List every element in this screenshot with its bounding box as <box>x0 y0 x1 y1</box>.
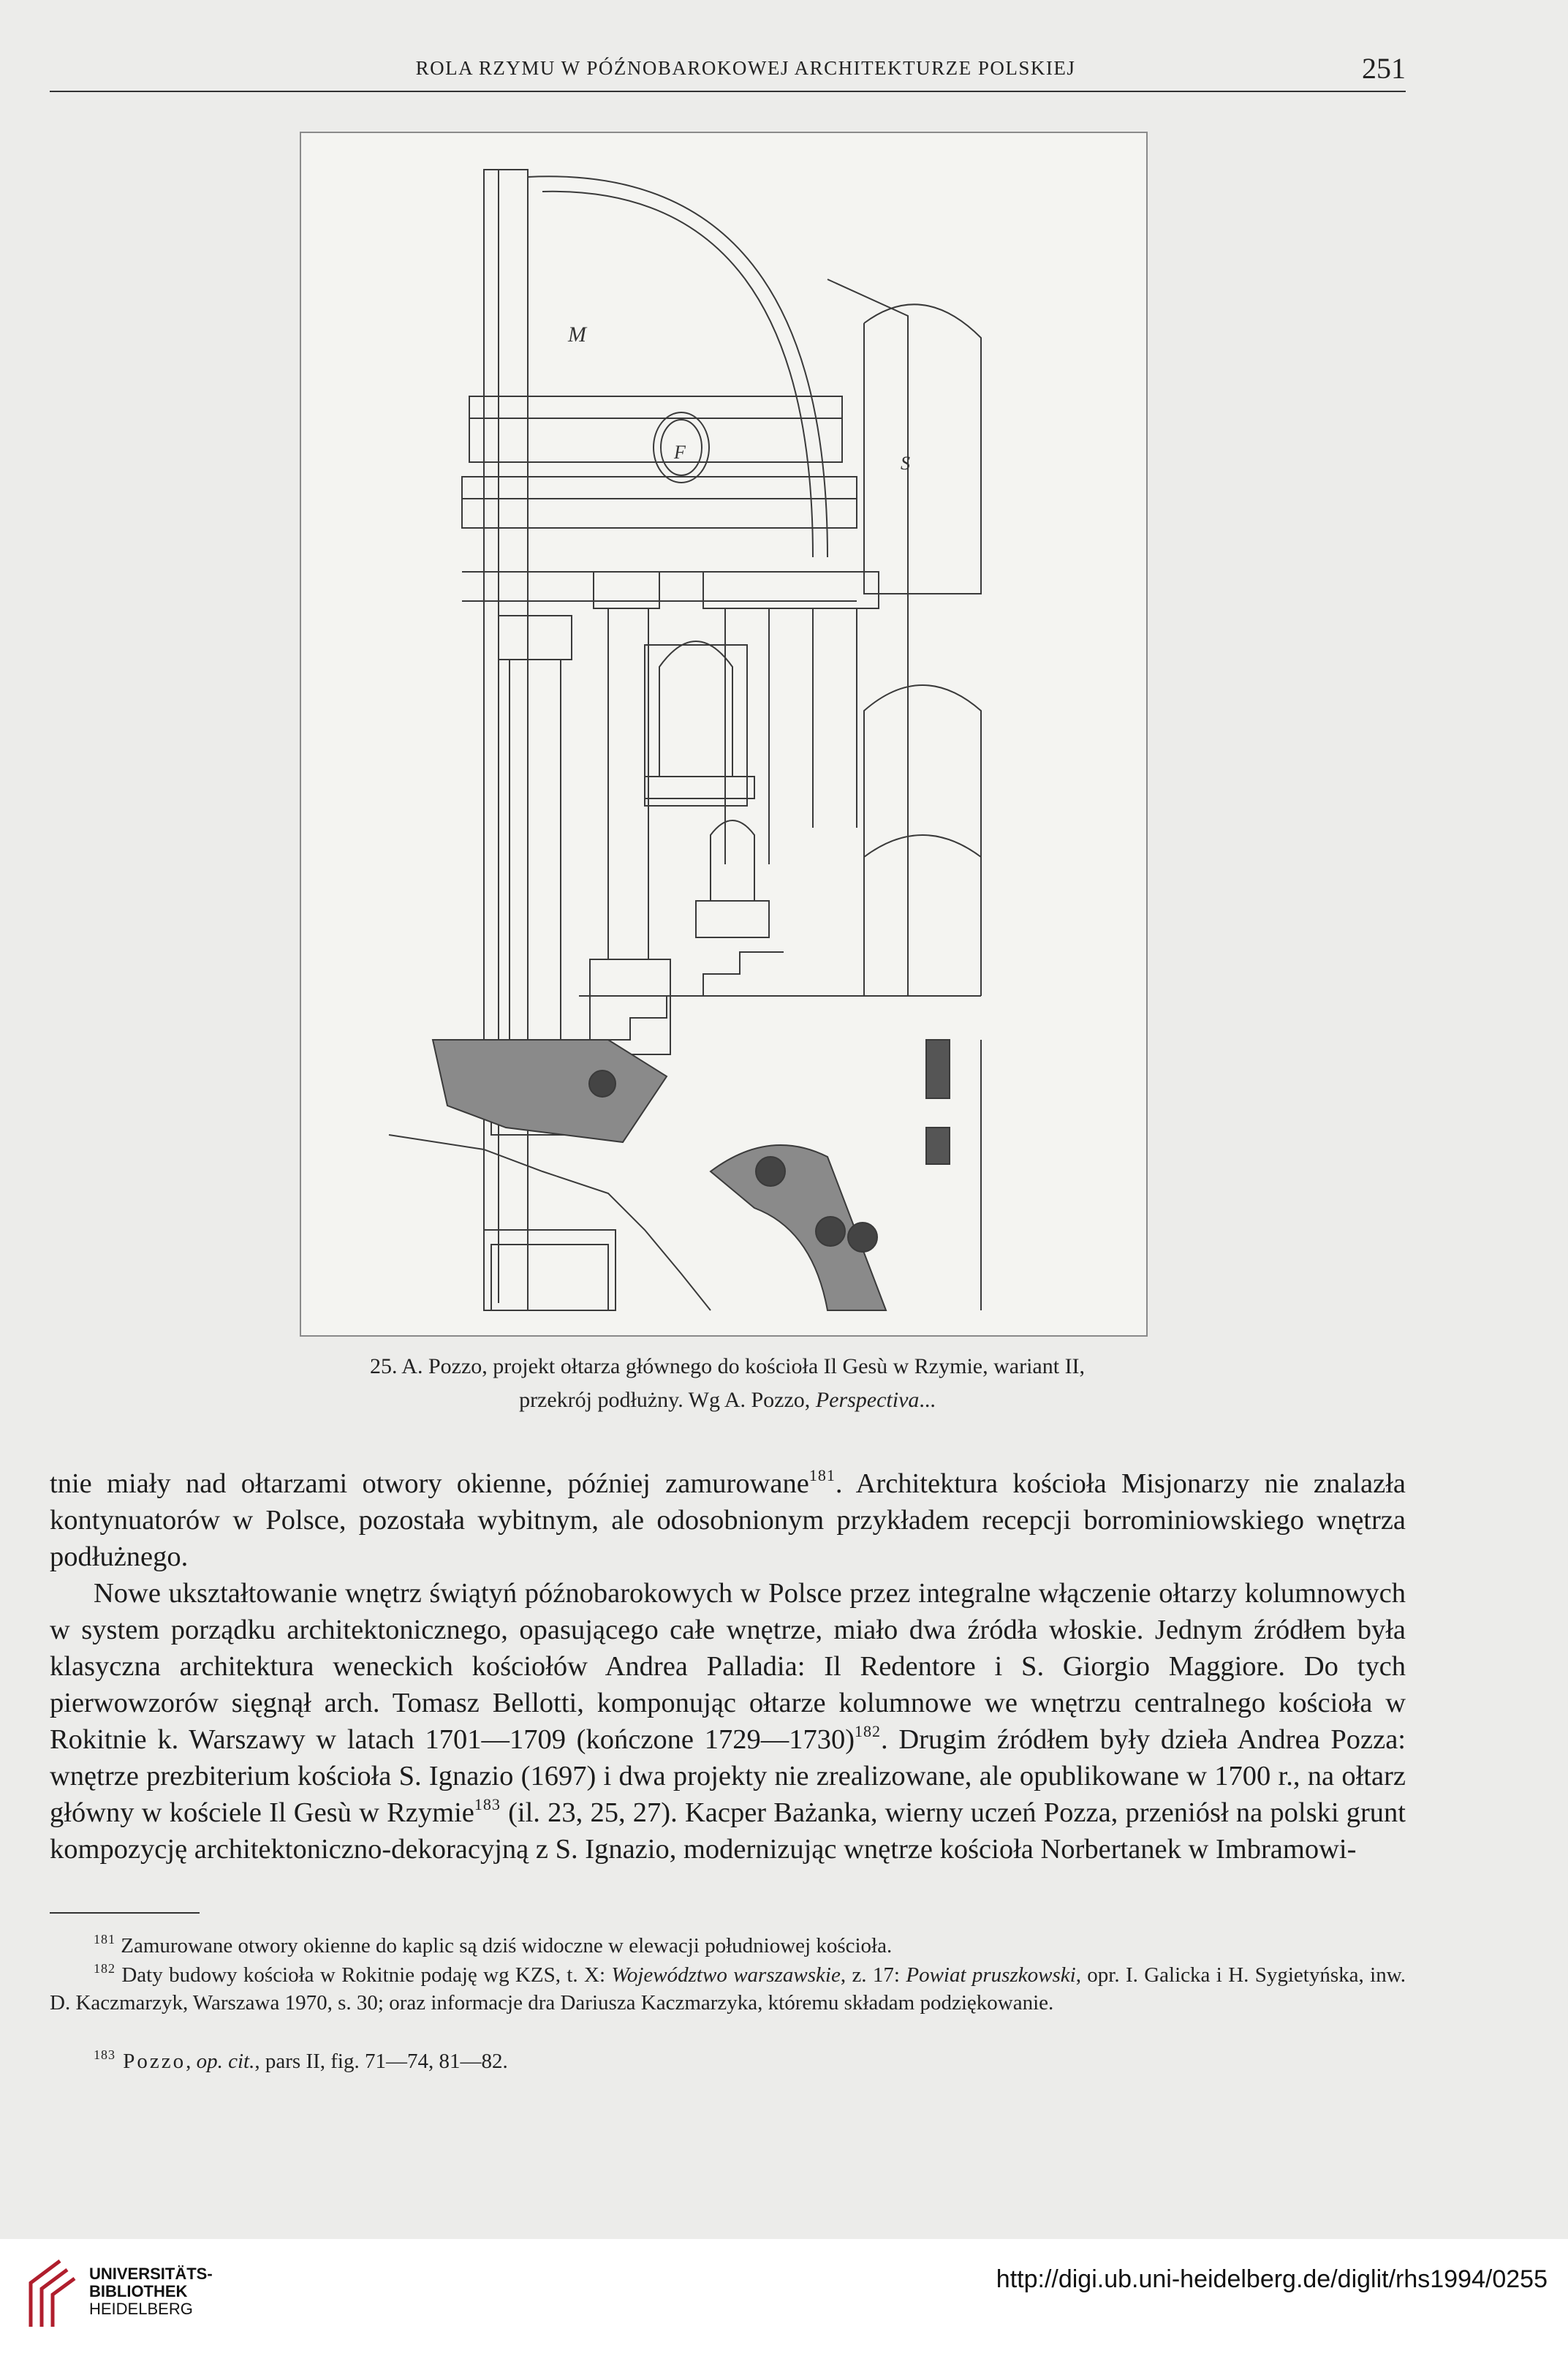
corinthian-capital-group <box>703 572 879 608</box>
label-m: M <box>568 322 586 347</box>
footnote-text: , opr. I. Galicka i H. Sygietyńska, inw. D. Kaczmarzyk, Warszawa 1970, s. 30; oraz informacje dra Dariusza Kaczmarzyka, któremu składam podziękowanie. <box>50 1963 1406 2015</box>
footnote-ref-181[interactable]: 181 <box>808 1466 836 1484</box>
footnote-author: Pozzo <box>115 2050 186 2073</box>
header-rule <box>50 91 1406 92</box>
footnote-number: 182 <box>94 1961 115 1976</box>
paragraph-1-text-b: . Architektura kościoła Misjonarzy nie znalazła kontynuatorów w Polsce, pozostała wybitnym, ale odosobnionym przykładem recepcji borrominiowskiego wnętrza podłużnego. <box>50 1468 1406 1572</box>
footnote-text: , <box>186 2050 197 2073</box>
footnote-italic: Województwo warszawskie <box>611 1963 841 1987</box>
footnote-text: , pars II, fig. 71—74, 81—82. <box>254 2050 508 2073</box>
university-library-logo-icon <box>16 2254 82 2334</box>
figure-caption-line2 <box>241 1388 1213 1413</box>
footnote-italic: op. cit. <box>196 2050 255 2073</box>
footnote-ref-182[interactable]: 182 <box>855 1722 882 1740</box>
lower-arch <box>864 685 981 996</box>
library-name-line2: BIBLIOTHEK <box>89 2282 188 2300</box>
digitization-footer <box>0 2239 1568 2356</box>
footnote-181 <box>50 1932 1406 1960</box>
paragraph-2-text-b: . Drugim źródłem były dzieła Andrea Pozza: wnętrze prezbiterium kościoła S. Ignazio (1697) i dwa projekty nie zrealizowane, ale opublikowane w 1700 r., na ołtarz główny w kościele Il Gesù w Rzymie <box>50 1724 1406 1828</box>
vault-arc <box>528 176 827 557</box>
footnote-182 <box>50 1961 1406 2017</box>
corinthian-capital-left <box>499 616 572 660</box>
paragraph-1 <box>50 1465 1406 1575</box>
plan-wall-fragment-1 <box>433 1040 667 1142</box>
permalink-url[interactable]: http://digi.ub.uni-heidelberg.de/diglit/rhs1994/0255 <box>996 2265 1548 2293</box>
paragraph-1-text-a: tnie miały nad ołtarzami otwory okienne, później zamurowane <box>50 1468 809 1499</box>
footnote-text: , z. 17: <box>840 1963 906 1987</box>
caption-text: przekrój podłużny. Wg A. Pozzo, <box>519 1388 816 1412</box>
label-f: F <box>674 442 686 463</box>
architectural-section-drawing <box>301 133 1149 1338</box>
window-opening <box>864 304 981 594</box>
library-name-line3: HEIDELBERG <box>89 2300 193 2318</box>
footnote-ref-183[interactable]: 183 <box>474 1795 501 1813</box>
footnote-text: Zamurowane otwory okienne do kaplic są dziś widoczne w elewacji południowej kościoła. <box>115 1934 893 1957</box>
paragraph-2 <box>50 1575 1406 1868</box>
figure-engraving <box>300 132 1148 1337</box>
paragraph-2-text-c: (il. 23, 25, 27). Kacper Bażanka, wierny uczeń Pozza, przeniósł na polski grunt kompozycję architektoniczno-dekoracyjną z S. Ignazio, modernizując wnętrze kościoła Norbertanek w Imbramowi- <box>50 1797 1406 1865</box>
footnote-rule <box>50 1912 200 1914</box>
page-number: 251 <box>1362 52 1406 85</box>
footnote-text: Daty budowy kościoła w Rokitnie podaję wg KZS, t. X: <box>115 1963 612 1987</box>
figure-caption-line1: 25. A. Pozzo, projekt ołtarza głównego do kościoła Il Gesù w Rzymie, wariant II, <box>369 1354 1086 1378</box>
caption-italic-title: Perspectiva <box>815 1388 920 1412</box>
library-name-line1: UNIVERSITÄTS- <box>89 2265 213 2283</box>
paragraph-2-text-a: Nowe ukształtowanie wnętrz świątyń późnobarokowych w Polsce przez integralne włączenie ołtarzy kolumnowych w system porządku architektonicznego, opasującego całe wnętrze, miało dwa źródła włoskie. Jednym źródłem była klasyczna architektura weneckich kościołów Andrea Palladia: Il Redentore i S. Giorgio Maggiore. Do tych pierwowzorów sięgnął arch. Tomasz Bellotti, komponując ołtarze kolumnowe we wnętrzu centralnego kościoła w Rokitnie k. Warszawy w latach 1701—1709 (kończone 1729—1730) <box>50 1578 1406 1755</box>
footnote-number: 181 <box>94 1932 115 1947</box>
footnote-italic: Powiat pruszkowski <box>906 1963 1076 1987</box>
label-s: S <box>901 453 910 474</box>
left-pier <box>484 170 528 1310</box>
caption-ellipsis: ... <box>919 1388 936 1412</box>
altar-niche <box>659 641 732 777</box>
entablature <box>469 396 842 418</box>
altar-steps <box>594 952 784 1062</box>
running-head-title: ROLA RZYMU W PÓŹNOBAROKOWEJ ARCHITEKTURZE POLSKIEJ <box>415 57 1076 79</box>
tabernacle <box>711 820 754 901</box>
footnote-183 <box>50 2047 1406 2075</box>
footnote-number: 183 <box>94 2047 115 2062</box>
library-name <box>89 2265 213 2318</box>
